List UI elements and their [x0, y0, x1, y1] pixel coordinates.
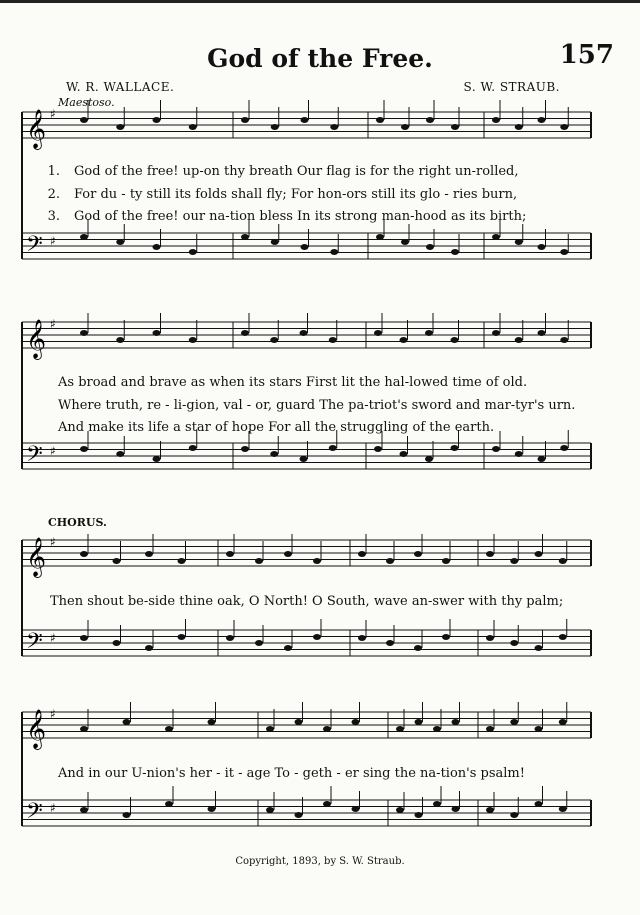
note-head [560, 337, 568, 343]
note-head [535, 551, 543, 557]
note-head [80, 635, 88, 641]
note-head [241, 234, 249, 240]
note-head [329, 337, 337, 343]
note-head [189, 445, 197, 451]
note-head [80, 807, 88, 813]
note-head [425, 330, 433, 336]
note-head [330, 124, 338, 130]
note-head [80, 726, 88, 732]
bass-clef: 𝄢 [26, 799, 43, 829]
note-head [80, 234, 88, 240]
note-head [255, 558, 263, 564]
verse-1-line-2: As broad and brave as when its stars First lit the hal-lowed time of old. [58, 375, 528, 390]
verse-3-line-2: And make its life a star of hope For all the struggling of the earth. [58, 420, 495, 435]
note-head [451, 445, 459, 451]
note-head [560, 445, 568, 451]
treble-clef: 𝄞 [26, 109, 47, 149]
note-head [560, 124, 568, 130]
note-head [255, 640, 263, 646]
note-head [358, 635, 366, 641]
note-head [189, 249, 197, 255]
note-head [560, 249, 568, 255]
note-head [116, 451, 124, 457]
note-head [486, 726, 494, 732]
key-sharp: ♯ [50, 107, 56, 121]
note-head [426, 117, 434, 123]
note-head [300, 330, 308, 336]
chorus-label: CHORUS. [48, 516, 107, 529]
note-head [515, 337, 523, 343]
note-head [226, 635, 234, 641]
chorus-line-2: And in our U-nion's her - it - age To - geth - er sing the na-tion's psalm! [58, 766, 525, 781]
note-head [352, 806, 360, 812]
note-head [300, 456, 308, 462]
note-head [451, 124, 459, 130]
note-head [270, 451, 278, 457]
note-head [396, 807, 404, 813]
note-head [80, 117, 88, 123]
note-head [270, 337, 278, 343]
note-head [266, 807, 274, 813]
note-head [165, 726, 173, 732]
key-sharp: ♯ [50, 234, 56, 248]
note-head [165, 801, 173, 807]
note-head [535, 645, 543, 651]
note-head [374, 446, 382, 452]
note-head [510, 719, 518, 725]
note-head [535, 726, 543, 732]
note-head [358, 551, 366, 557]
copyright-notice: Copyright, 1893, by S. W. Straub. [235, 856, 405, 867]
note-head [301, 244, 309, 250]
note-head [284, 645, 292, 651]
note-head [178, 558, 186, 564]
key-sharp: ♯ [50, 317, 56, 331]
note-head [492, 117, 500, 123]
note-head [538, 117, 546, 123]
key-sharp: ♯ [50, 444, 56, 458]
note-head [226, 551, 234, 557]
note-head [189, 337, 197, 343]
verse-3-line-1: 3. God of the free! our na-tion bless In its strong man-hood as its birth; [47, 209, 527, 224]
note-head [515, 124, 523, 130]
note-head [396, 726, 404, 732]
note-head [425, 456, 433, 462]
note-head [535, 801, 543, 807]
note-head [515, 239, 523, 245]
note-head [442, 634, 450, 640]
note-head [208, 806, 216, 812]
note-head [178, 634, 186, 640]
note-head [374, 330, 382, 336]
note-head [80, 330, 88, 336]
treble-clef: 𝄞 [26, 709, 47, 749]
note-head [80, 446, 88, 452]
tempo-marking: Maestoso. [58, 96, 115, 109]
note-head [123, 719, 131, 725]
hymn-title: God of the Free. [207, 44, 433, 73]
note-head [271, 239, 279, 245]
note-head [414, 551, 422, 557]
note-head [400, 451, 408, 457]
key-sharp: ♯ [50, 631, 56, 645]
note-head [452, 719, 460, 725]
verse-1-line-1: 1. God of the free! up-on thy breath Our flag is for the right un-rolled, [47, 164, 519, 179]
key-sharp: ♯ [50, 535, 56, 549]
bass-clef: 𝄢 [26, 232, 43, 262]
note-head [376, 234, 384, 240]
note-head [415, 719, 423, 725]
note-head [510, 812, 518, 818]
note-head [153, 244, 161, 250]
note-head [415, 812, 423, 818]
note-head [538, 456, 546, 462]
note-head [241, 446, 249, 452]
composer-credit: S. W. STRAUB. [463, 80, 560, 94]
note-head [433, 801, 441, 807]
note-head [284, 551, 292, 557]
note-head [414, 645, 422, 651]
note-head [113, 558, 121, 564]
note-head [452, 806, 460, 812]
note-head [376, 117, 384, 123]
note-head [510, 640, 518, 646]
note-head [451, 249, 459, 255]
note-head [401, 239, 409, 245]
verse-2-line-1: 2. For du - ty still its folds shall fly; For hon-ors still its glo - ries burn, [47, 187, 518, 202]
note-head [492, 234, 500, 240]
bass-clef: 𝄢 [26, 629, 43, 659]
note-head [123, 812, 131, 818]
note-head [451, 337, 459, 343]
note-head [386, 558, 394, 564]
key-sharp: ♯ [50, 801, 56, 815]
note-head [330, 249, 338, 255]
note-head [559, 806, 567, 812]
page-number: 157 [559, 40, 614, 70]
note-head [301, 117, 309, 123]
note-head [313, 634, 321, 640]
note-head [538, 244, 546, 250]
note-head [241, 117, 249, 123]
note-head [486, 635, 494, 641]
note-head [386, 640, 394, 646]
note-head [492, 330, 500, 336]
treble-clef: 𝄞 [26, 537, 47, 577]
note-head [271, 124, 279, 130]
note-head [401, 124, 409, 130]
note-head [145, 551, 153, 557]
treble-clef: 𝄞 [26, 319, 47, 359]
note-head [145, 645, 153, 651]
note-head [295, 719, 303, 725]
note-head [295, 812, 303, 818]
bass-clef: 𝄢 [26, 442, 43, 472]
note-head [153, 330, 161, 336]
note-head [113, 640, 121, 646]
note-head [486, 551, 494, 557]
note-head [323, 801, 331, 807]
note-head [559, 634, 567, 640]
note-head [559, 558, 567, 564]
note-head [313, 558, 321, 564]
note-head [189, 124, 197, 130]
note-head [323, 726, 331, 732]
note-head [352, 719, 360, 725]
note-head [538, 330, 546, 336]
note-head [559, 719, 567, 725]
note-head [153, 117, 161, 123]
note-head [426, 244, 434, 250]
note-head [400, 337, 408, 343]
note-head [433, 726, 441, 732]
note-head [266, 726, 274, 732]
note-head [116, 337, 124, 343]
note-head [80, 551, 88, 557]
author-credit: W. R. WALLACE. [66, 80, 175, 94]
note-head [515, 451, 523, 457]
note-head [442, 558, 450, 564]
chorus-line-1: Then shout be-side thine oak, O North! O South, wave an-swer with thy palm; [50, 594, 564, 609]
key-sharp: ♯ [50, 707, 56, 721]
note-head [208, 719, 216, 725]
note-head [153, 456, 161, 462]
note-head [492, 446, 500, 452]
note-head [116, 239, 124, 245]
note-head [510, 558, 518, 564]
note-head [241, 330, 249, 336]
note-head [116, 124, 124, 130]
note-head [329, 445, 337, 451]
verse-2-line-2: Where truth, re - li-gion, val - or, guard The pa-triot's sword and mar-tyr's urn. [58, 398, 576, 413]
note-head [486, 807, 494, 813]
